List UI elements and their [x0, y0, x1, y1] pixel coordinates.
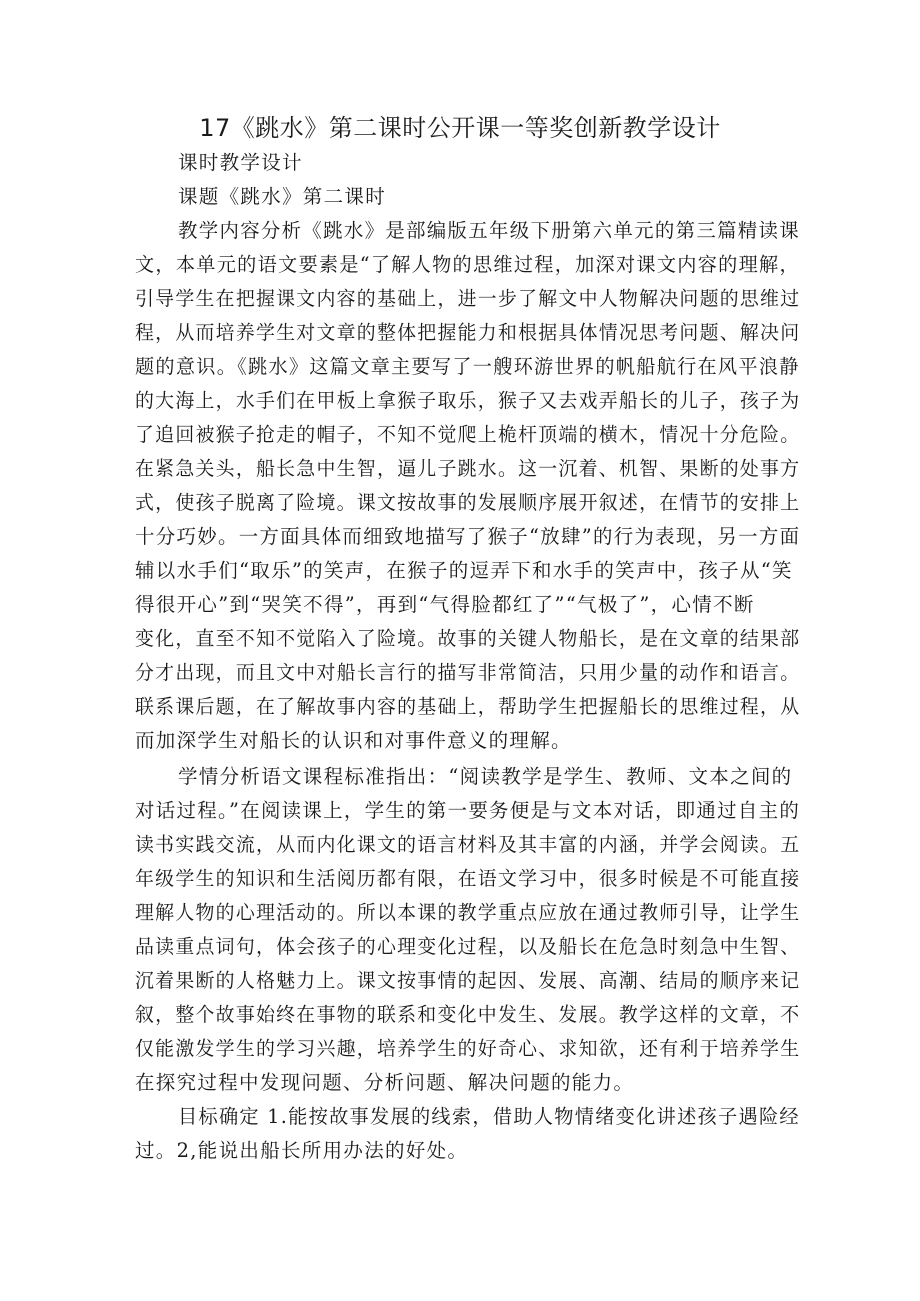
text-line: 得很开心”到“哭笑不得”，再到“气得脸都红了”“气极了”，心情不断: [135, 593, 755, 616]
text-line: 文，本单元的语文要素是“了解人物的思维过程，加深对课文内容的理解，: [135, 253, 800, 276]
text-line: 十分巧妙。一方面具体而细致地描写了猴子“放肆”的行为表现，另一方面: [135, 525, 801, 548]
text-line: 分才出现，而且文中对船长言行的描写非常简洁，只用少量的动作和语言。: [135, 661, 801, 684]
subtitle: 课时教学设计: [178, 151, 303, 174]
text-line: 过。2,能说出船长所用办法的好处。: [135, 1139, 469, 1162]
text-line: 联系课后题，在了解故事内容的基础上，帮助学生把握船长的思维过程，从: [135, 695, 801, 718]
text-line: 了追回被猴子抢走的帽子，不知不觉爬上桅杆顶端的横木，情况十分危险。: [135, 423, 801, 446]
text-line: 品读重点词句，体会孩子的心理变化过程，以及船长在危急时刻急中生智、: [135, 935, 801, 958]
text-line: 引导学生在把握课文内容的基础上，进一步了解文中人物解决问题的思维过: [135, 287, 801, 310]
text-line: 的大海上，水手们在甲板上拿猴子取乐，猴子又去戏弄船长的儿子，孩子为: [135, 389, 801, 412]
text-line: 题的意识。《跳水》这篇文章主要写了一艘环游世界的帆船航行在风平浪静: [135, 355, 800, 378]
text-line: 学情分析语文课程标准指出：“阅读教学是学生、教师、文本之间的: [178, 765, 793, 788]
text-line: 式，使孩子脱离了险境。课文按故事的发展顺序展开叙述，在情节的安排上: [135, 491, 801, 514]
text-line: 对话过程。”在阅读课上，学生的第一要务便是与文本对话，即通过自主的: [135, 799, 801, 822]
text-line: 而加深学生对船长的认识和对事件意义的理解。: [135, 729, 572, 752]
text-line: 读书实践交流，从而内化课文的语言材料及其丰富的内涵，并学会阅读。五: [135, 833, 801, 856]
text-line: 辅以水手们“取乐”的笑声，在猴子的逗弄下和水手的笑声中，孩子从“笑: [135, 559, 793, 582]
lesson-topic: 课题《跳水》第二课时: [178, 185, 387, 208]
text-line: 教学内容分析《跳水》是部编版五年级下册第六单元的第三篇精读课: [178, 219, 801, 242]
text-line: 沉着果断的人格魅力上。课文按事情的起因、发展、高潮、结局的顺序来记: [135, 969, 801, 992]
text-line: 在紧急关头，船长急中生智，逼儿子跳水。这一沉着、机智、果断的处事方: [135, 457, 801, 480]
text-line: 仅能激发学生的学习兴趣，培养学生的好奇心、求知欲，还有利于培养学生: [135, 1037, 801, 1060]
text-line: 年级学生的知识和生活阅历都有限，在语文学习中，很多时候是不可能直接: [135, 867, 801, 890]
text-line: 理解人物的心理活动的。所以本课的教学重点应放在通过教师引导，让学生: [135, 901, 801, 924]
text-line: 目标确定 1.能按故事发展的线索，借助人物情绪变化讲述孩子遇险经: [178, 1105, 800, 1128]
text-line: 在探究过程中发现问题、分析问题、解决问题的能力。: [135, 1071, 635, 1094]
document-title: 17《跳水》第二课时公开课一等奖创新教学设计: [199, 114, 721, 142]
text-line: 叙，整个故事始终在事物的联系和变化中发生、发展。教学这样的文章，不: [135, 1003, 801, 1026]
text-line: 程，从而培养学生对文章的整体把握能力和根据具体情况思考问题、解决问: [135, 321, 801, 344]
text-line: 变化，直至不知不觉陷入了险境。故事的关键人物船长，是在文章的结果部: [135, 627, 801, 650]
